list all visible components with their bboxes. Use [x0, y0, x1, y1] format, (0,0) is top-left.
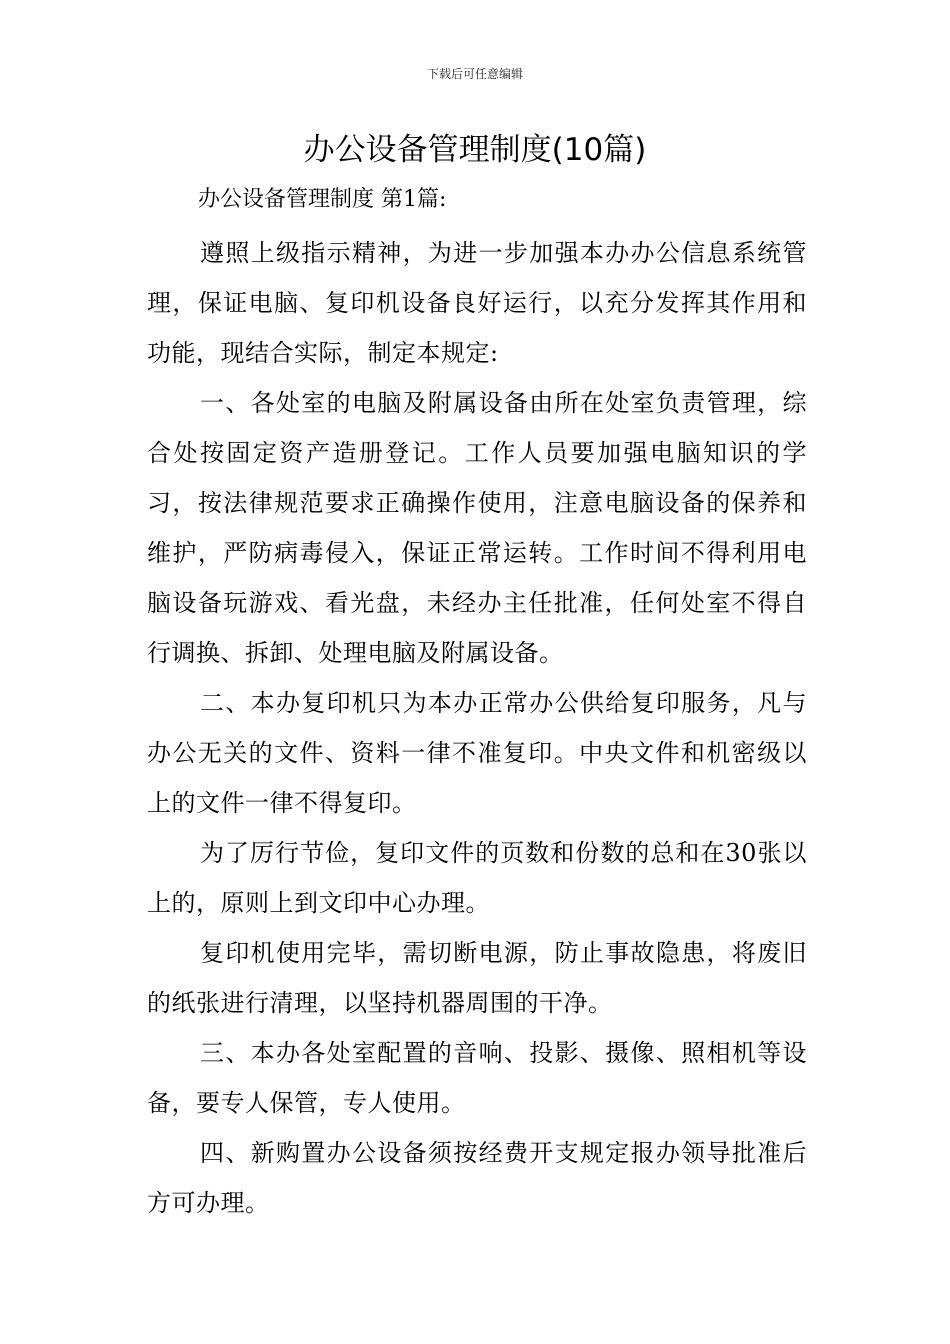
section-subtitle: 办公设备管理制度 第1篇:	[198, 187, 447, 212]
paragraph-item-4: 四、新购置办公设备须按经费开支规定报办领导批准后方可办理。	[147, 1139, 807, 1217]
document-body	[147, 228, 807, 1228]
paragraph-item-3: 三、本办各处室配置的音响、投影、摄像、照相机等设备，要专人保管，专人使用。	[147, 1039, 807, 1117]
paragraph-copy-limit: 为了厉行节俭，复印文件的页数和份数的总和在30张以上的，原则上到文印中心办理。	[147, 839, 807, 917]
document-title: 办公设备管理制度(10篇)	[303, 132, 647, 168]
paragraph-intro: 遵照上级指示精神，为进一步加强本办办公信息系统管理，保证电脑、复印机设备良好运行，以充分发挥其作用和功能，现结合实际，制定本规定:	[147, 239, 807, 367]
paragraph-item-2: 二、本办复印机只为本办正常办公供给复印服务，凡与办公无关的文件、资料一律不准复印。中央文件和机密级以上的文件一律不得复印。	[147, 689, 807, 817]
header-note: 下载后可任意编辑	[426, 67, 523, 81]
paragraph-copy-shutdown: 复印机使用完毕，需切断电源，防止事故隐患，将废旧的纸张进行清理，以坚持机器周围的干净。	[147, 939, 807, 1017]
paragraph-item-1: 一、各处室的电脑及附属设备由所在处室负责管理，综合处按固定资产造册登记。工作人员要加强电脑知识的学习，按法律规范要求正确操作使用，注意电脑设备的保养和维护，严防病毒侵入，保证正常运转。工作时间不得利用电脑设备玩游戏、看光盘，未经办主任批准，任何处室不得自行调换、拆卸、处理电脑及附属设备。	[147, 389, 807, 667]
